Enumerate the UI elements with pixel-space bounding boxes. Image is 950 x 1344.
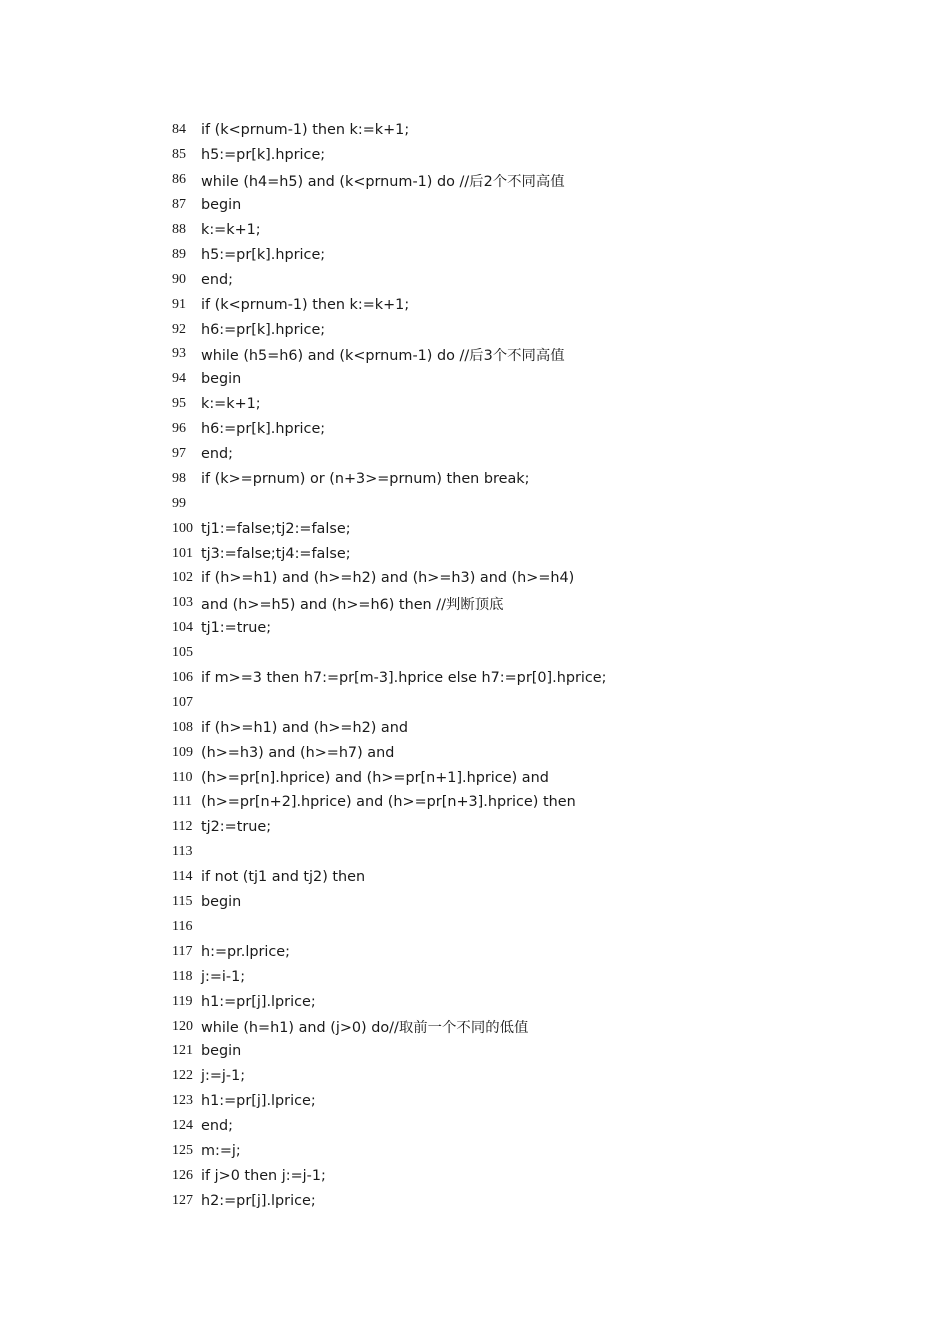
code-line	[172, 1064, 606, 1089]
code-line	[172, 591, 606, 616]
line-text: k:=k+1;	[201, 396, 261, 413]
code-line	[172, 790, 606, 815]
line-text: if m>=3 then h7:=pr[m-3].hprice else h7:=pr[0].hprice;	[201, 670, 607, 687]
line-number: 93	[172, 346, 186, 362]
code-line	[172, 1188, 606, 1213]
code-line	[172, 815, 606, 840]
line-number: 111	[172, 794, 192, 810]
code-line	[172, 939, 606, 964]
line-number: 127	[172, 1192, 193, 1208]
code-line	[172, 989, 606, 1014]
line-text: (h>=pr[n].hprice) and (h>=pr[n+1].hprice) and	[201, 769, 549, 786]
code-line	[172, 193, 606, 218]
line-text: begin	[201, 197, 242, 214]
line-text: h6:=pr[k].hprice;	[201, 321, 326, 338]
code-line	[172, 1114, 606, 1139]
line-number: 114	[172, 869, 193, 885]
code-line	[172, 491, 606, 516]
line-text: while (h5=h6) and (k<prnum-1) do //后3个不同高值	[201, 347, 565, 364]
line-number: 119	[172, 993, 193, 1009]
line-number: 112	[172, 819, 193, 835]
line-text: tj2:=true;	[201, 819, 272, 836]
line-text: h1:=pr[j].lprice;	[201, 1093, 316, 1110]
line-number: 105	[172, 645, 193, 661]
line-number: 102	[172, 570, 193, 586]
line-number: 85	[172, 147, 186, 163]
line-text: j:=j-1;	[201, 1068, 246, 1085]
line-text: begin	[201, 1043, 242, 1060]
line-number: 98	[172, 470, 186, 486]
code-line	[172, 417, 606, 442]
line-text: tj1:=false;tj2:=false;	[201, 520, 351, 537]
code-line	[172, 267, 606, 292]
line-number: 116	[172, 918, 193, 934]
line-text: j:=i-1;	[201, 968, 246, 985]
line-text: if j>0 then j:=j-1;	[201, 1167, 326, 1184]
line-number: 123	[172, 1093, 193, 1109]
line-text: k:=k+1;	[201, 222, 261, 238]
code-line	[172, 342, 606, 367]
code-line	[172, 840, 606, 865]
line-text: begin	[201, 894, 242, 911]
line-number: 124	[172, 1118, 193, 1134]
code-line	[172, 890, 606, 915]
line-number: 86	[172, 172, 186, 188]
line-text: h5:=pr[k].hprice;	[201, 246, 326, 263]
code-line	[172, 666, 606, 691]
code-listing	[172, 118, 606, 1213]
line-text: h6:=pr[k].hprice;	[201, 421, 326, 438]
line-number: 117	[172, 943, 193, 959]
line-number: 94	[172, 371, 186, 387]
line-text: if (k<prnum-1) then k:=k+1;	[201, 122, 410, 139]
line-number: 126	[172, 1167, 193, 1183]
code-line	[172, 242, 606, 267]
line-number: 115	[172, 894, 193, 910]
line-text: end;	[201, 271, 233, 288]
line-text: h2:=pr[j].lprice;	[201, 1192, 316, 1209]
line-number: 100	[172, 520, 193, 536]
line-number: 113	[172, 844, 193, 860]
code-line	[172, 641, 606, 666]
code-line	[172, 616, 606, 641]
code-line	[172, 740, 606, 765]
line-text: while (h4=h5) and (k<prnum-1) do //后2个不同高值	[201, 173, 565, 190]
line-text: h5:=pr[k].hprice;	[201, 147, 326, 164]
line-number: 96	[172, 421, 186, 437]
code-line	[172, 566, 606, 591]
code-line	[172, 1139, 606, 1164]
line-number: 87	[172, 197, 186, 213]
line-number: 101	[172, 545, 193, 561]
code-line	[172, 317, 606, 342]
line-number: 120	[172, 1018, 193, 1034]
code-line	[172, 1089, 606, 1114]
code-line	[172, 367, 606, 392]
line-number: 106	[172, 670, 193, 686]
line-text: (h>=pr[n+2].hprice) and (h>=pr[n+3].hprice) then	[201, 794, 576, 811]
code-line	[172, 168, 606, 193]
line-text: (h>=h3) and (h>=h7) and	[201, 744, 395, 761]
line-number: 89	[172, 246, 186, 262]
line-number: 84	[172, 122, 186, 138]
line-number: 109	[172, 744, 193, 760]
code-line	[172, 392, 606, 417]
code-line	[172, 466, 606, 491]
line-text: end;	[201, 446, 233, 463]
line-number: 99	[172, 495, 186, 511]
line-text: if (h>=h1) and (h>=h2) and	[201, 719, 408, 736]
line-number: 118	[172, 968, 193, 984]
code-line	[172, 1014, 606, 1039]
line-text: if (k>=prnum) or (n+3>=prnum) then break;	[201, 470, 530, 487]
code-line	[172, 1039, 606, 1064]
line-text: tj3:=false;tj4:=false;	[201, 545, 351, 562]
code-line	[172, 541, 606, 566]
line-text: tj1:=true;	[201, 620, 272, 637]
line-number: 90	[172, 271, 186, 287]
code-line	[172, 865, 606, 890]
line-number: 103	[172, 595, 193, 611]
line-text: begin	[201, 371, 242, 388]
line-number: 91	[172, 296, 186, 312]
line-number: 88	[172, 222, 186, 237]
line-number: 92	[172, 321, 186, 337]
line-text: h1:=pr[j].lprice;	[201, 993, 316, 1010]
line-text: if (k<prnum-1) then k:=k+1;	[201, 296, 410, 313]
line-text: if (h>=h1) and (h>=h2) and (h>=h3) and (h>=h4)	[201, 570, 575, 587]
line-number: 121	[172, 1043, 193, 1059]
code-line	[172, 292, 606, 317]
code-line	[172, 1163, 606, 1188]
line-number: 95	[172, 396, 186, 412]
code-line	[172, 765, 606, 790]
line-text: if not (tj1 and tj2) then	[201, 869, 366, 886]
line-number: 104	[172, 620, 193, 636]
line-number: 107	[172, 694, 193, 710]
code-line	[172, 442, 606, 467]
line-number: 108	[172, 719, 193, 735]
line-text: m:=j;	[201, 1142, 241, 1159]
line-text: and (h>=h5) and (h>=h6) then //判断顶底	[201, 596, 504, 613]
code-line	[172, 516, 606, 541]
line-number: 97	[172, 446, 186, 462]
code-line	[172, 915, 606, 940]
line-number: 122	[172, 1068, 193, 1084]
line-text: end;	[201, 1118, 233, 1135]
code-line	[172, 143, 606, 168]
code-line	[172, 218, 606, 243]
code-line	[172, 964, 606, 989]
code-line	[172, 715, 606, 740]
line-text: h:=pr.lprice;	[201, 943, 290, 960]
code-line	[172, 690, 606, 715]
line-number: 110	[172, 769, 193, 785]
code-line	[172, 118, 606, 143]
line-number: 125	[172, 1142, 193, 1158]
line-text: while (h=h1) and (j>0) do//取前一个不同的低值	[201, 1020, 529, 1036]
